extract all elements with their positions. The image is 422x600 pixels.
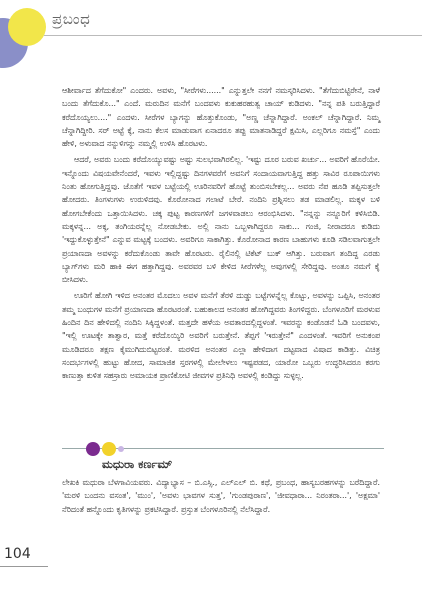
yellow-dot-icon xyxy=(102,442,116,456)
paragraph-3: ಊರಿಗೆ ಹೋಗಿ ಇಳಿದ ಅನಂತರ ಮೊದಲು ಅವಳ ಮನೆಗೆ ತೆರಳಿ ದುಡ್ಡು ಬಟ್ಟೆಗಳನ್ನೆಲ್ಲ ಕೊಟ್ಟು, ಅವಳನ್ನು ಒಪ್ಪಿಸಿ, ಅನಂತರ ತಮ್ಮ ಬಂಧುಗಳ ಮನೆಗೆ ಪ್ರಯಾಣದಾ ಹೊರಟರಂತೆ. ಬಹುಕಾಲದ ಅನಂತರ ಹೋಗಿದ್ದವರು ತಿಂಗಳಿದ್ದರು. ಬೆಂಗಳೂರಿಗೆ ಮರಳುವ ಹಿಂದಿನ ದಿನ ಹೇಳಿದಲ್ಲಿ ನಂದಿನಿ ಸಿಕ್ಕಿದ್ದಳಂತೆ. ಮತ್ತದೇ ಹಳೆಯ ಅವತಾರದಲ್ಲಿದ್ದಳಂತೆ. ಇವರನ್ನು ಕಂಡೊಡನೆ ಓಡಿ ಬಂದವಳು, "ಇಲ್ಲಿ ಊಟಕ್ಕೇ ತಾತ್ವಾರ, ಮತ್ತೆ ಕರೆದೊಯ್ಯಿರಿ ಅವರಿಗೆ ಬರುತ್ತೇನೆ. ತೆಪ್ಪಗೆ 'ಇರುತ್ತೇನೆ" ಎಂದಳಂತೆ. ಇವರಿಗೆ ಅನುಕಂಪ ಮೂಡಿದರೂ ತಕ್ಷಣ ಕೈಮುಗಿದುಬಿಟ್ಟರಂತೆ. ಮರಳಿದ ಅನಂತರ ಎಲ್ಲಾ ಹೇಳಿದಾಗ ದಟ್ಟವಾದ ವಿಷಾದ ಕಾಡಿತ್ತು. ವಿಚಿತ್ರ ಸಂದರ್ಭಗಳಲ್ಲಿ ಹುಟ್ಟು ಹೋದ, ಸಾಮಾಜಿಕ ಸ್ತರಗಳಲ್ಲಿ ಮೇಲೇಳಲು ಇಷ್ಟಪಡದ, ಯಾರೋ ಒಬ್ಬರು ಉದ್ಧರಿಸಿದರೂ ಕರಗು ಕಾಣುತ್ತಾ ಕುಳಿತ ಸಹಸ್ರಾರು ಅಮಾಯಕ ಪ್ರಾಣಿಕೋಟಿ ಜೀವಗಳ ಪ್ರತಿನಿಧಿ ಅವಳಲ್ಲಿ ಕಂಡಿದ್ದು ಸುಳ್ಳಲ್ಲ. xyxy=(62,291,380,381)
page-number-rule xyxy=(0,566,48,567)
author-bio: ಲೇಖಕಿ ಮಧುರಾ ಬೆಳಗಾವಿಯವರು. ವಿದ್ಯಾಭ್ಯಾಸ – ಬಿ.ಎಸ್ಸಿ., ಎಲ್ಎಲ್ ಬಿ. ಕಥೆ, ಪ್ರಬಂಧ, ಹಾಸ್ಯಬರಹಗಳನ್ನು ಬರೆದಿದ್ದಾರೆ. 'ಮರಳಿ ಬಂದನು ವಸಂತ', 'ಮುಂ', 'ಅವಳು ಭಾವಗಳ ಸುತ್ತ', 'ಗುಂಡಪುರಾಣ', 'ಜೀವಧಾರಾ... ನಿರಂತರಾ...', 'ಅಕ್ಷಮಾ' ನೆರಿದಂತೆ ಹನ್ನೊಂದು ಕೃತಿಗಳನ್ನು ಪ್ರಕಟಿಸಿದ್ದಾರೆ. ಪ್ರಸ್ತುತ ಬೆಂಗಳೂರಿನಲ್ಲಿ ನೆಲೆಸಿದ್ದಾರೆ. xyxy=(62,478,380,514)
paragraph-1: ಆಶೀರ್ವಾದ ತೆಗೆದುಕೋ" ಎಂದರು. ಅವಳು, "ಸೀರೆಗಳು......" ಎನ್ನುತ್ತಲೇ ನನಗೆ ನಮಸ್ಕರಿಸಿದಳು. "ತೆಗೆದುಬಿಟ್ಟಿರೇನೆ, ನಾಳೆ ಬಂದು ತೆಗೆದುಕೊ..." ಎಂದೆ. ಮರುದಿನ ಮನೆಗೆ ಬಂದವಳು ಕುಕುಹರಹುತ್ವ ಚಾಯ್ ಕುಡಿದಳು. "ನನ್ನ ಪತಿ ಬರುತ್ತಿದ್ದಾರೆ ಕರೆದೊಯ್ಯಲು...." ಎಂದಳು. ಸೀರೆಗಳ ಬ್ಯಾಗನ್ನು ಹೊತ್ತುಕೊಂಡು, "ಅಣ್ಣ ಚೆನ್ನಾಗಿದ್ದಾರೆ. ಅಂಕಲ್ ಚೆನ್ನಾಗಿದ್ದಾರೆ. ನಿಮ್ಮ ಚೆನ್ನಾಗಿದ್ದೀರಿ. ಸರ್ ಅಟ್ಟೆ ಕ್ಕೆ, ನಾನು ಕೆಲಸ ಮಾಡುವಾಗ ಏನಾದರೂ ತಪ್ಪು ಮಾತನಾಡಿದ್ದರೆ ಕ್ಷಮಿಸಿ, ಎಲ್ಲರಿಗೂ ನಮಸ್ತೆ" ಎಂದು ಹೇಳಿ, ಅಳುವಾದ ನನ್ನುಳಿಗನ್ನು ನಮ್ಮಲ್ಲಿ ಉಳಿಸಿ ಹೊರಟಳು. xyxy=(62,86,380,149)
article-body xyxy=(62,84,380,386)
author-name: ಮಧುರಾ ಕರ್ಣಮ್ xyxy=(102,457,173,471)
decorative-dots xyxy=(86,442,146,456)
paragraph-2: ಆದರೆ, ಅವರು ಬಂದು ಕರೆದೊಯ್ಯುವಷ್ಟು ಅಷ್ಟು ಸುಲಭವಾಗಿರಲಿಲ್ಲ. 'ಇಷ್ಟು ದೂರ ಬರುವ ಖರ್ಚು... ಅವರಿಗೆ ಹೊರೆಯೇ. ಇನ್ನೊಂದು ವಿಷಯವೇನೆಂದರೆ, ಇವಳು ಇಲ್ಲಿದ್ದಷ್ಟು ದಿನಗಳವರೆಗೆ ಅವನಿಗೆ ಸಂದಾಯವಾಗುತ್ತಿದ್ದ ಹತ್ತು ಸಾವಿರ ರೂಪಾಯಿಗಳು ನಿಂತು ಹೋಗುತ್ತಿದ್ದವು. ಜೊತೆಗೆ ಇವಳ ಬಟ್ಟೆಯಲ್ಲಿ ಊರಿನವರಿಗೆ ಹೊಟ್ಟೆ ತುಂಬಿಸಬೇಕಲ್ಲ... ಅವರು ನೆಪ ಹೂಡಿ ತಪ್ಪಿಸುತ್ತಲೇ ಹೋದರು. ತಿಂಗಳುಗಳು ಉರುಳಿದವು. ಕೊರೋನಾದ ಗಲಾಟೆ ಬೇರೆ. ನಂದಿನಿ ಪ್ರಶ್ನಿಸಲು ತಡ ಮಾಡಲಿಲ್ಲ. ಮಕ್ಕಳ ಬಳಿ ಹೋಗಬೇಕೆಂದು ಒತ್ತಾಯಿಸಿದಳು. ಚಕ್ಕ ಪುಟ್ಟ ಕಾರಣಗಳಿಗೆ ಜಗಳವಾಡಲು ಆರಂಭಿಸಿದಳು. "ನನ್ನನ್ನು ನನ್ನೂರಿಗೆ ಕಳಿಸಿಬಿಡಿ. ಮಕ್ಕಳನ್ನ... ಅಕ್ಕ, ತಂಗಿಯರನ್ನೆಲ್ಲ ನೋಡಬೇಕು. ಅಲ್ಲಿ ನಾನು ಒಬ್ಬಳಾಗಿದ್ದರೂ ಸಾಕು... ಗಂಜಿ, ನೀರಾದರೂ ಕುಡಿದು 'ಇದ್ದುಕೊಳ್ಳುತ್ತೇನೆ" ಎನ್ನುವ ಮಟ್ಟಕ್ಕೆ ಬಂದಳು. ಅವರಿಗೂ ಸಾಕಾಗಿತ್ತು. ಕೊರೋನಾದ ಕಾರಣ ಬಾಹುಗಳು ಕೂಡಿ ಸಡಿಲವಾಗುತ್ತಲೇ ಪ್ರಯಾಣದಾ ಅವಳನ್ನು ಕರೆದುಕೊಂಡು ತಾವೇ ಹೊರಟರು. ರೈಲಿನಲ್ಲಿ ಟಿಕೆಟ್ ಬುಕ್ ಆಗಿತ್ತು. ಬರುವಾಗ ತಂದಿದ್ದ ಎರಡು ಬ್ಯಾಗ್‌ಗಳು ಮರಿ ಹಾಕಿ ಈಗ ಹತ್ತಾಗಿದ್ದವು. ಅವರವರ ಬಳಿ ಕೇಳಿದ ಸೀರೆಗಳೆಲ್ಲ ಅವುಗಳಲ್ಲಿ ಸೇರಿದ್ದವು. ಅಂತೂ ನಮಗೆ ಕೈ ಬೀಸಿದಳು. xyxy=(62,155,380,285)
header-rule xyxy=(44,35,422,36)
section-title: ಪ್ರಬಂಧ xyxy=(52,10,91,28)
purple-dot-icon xyxy=(86,442,100,456)
lavender-dot-icon xyxy=(118,446,124,452)
author-block xyxy=(62,457,380,516)
page-number: 104 xyxy=(4,546,31,562)
corner-decoration-yellow-circle xyxy=(8,8,46,46)
